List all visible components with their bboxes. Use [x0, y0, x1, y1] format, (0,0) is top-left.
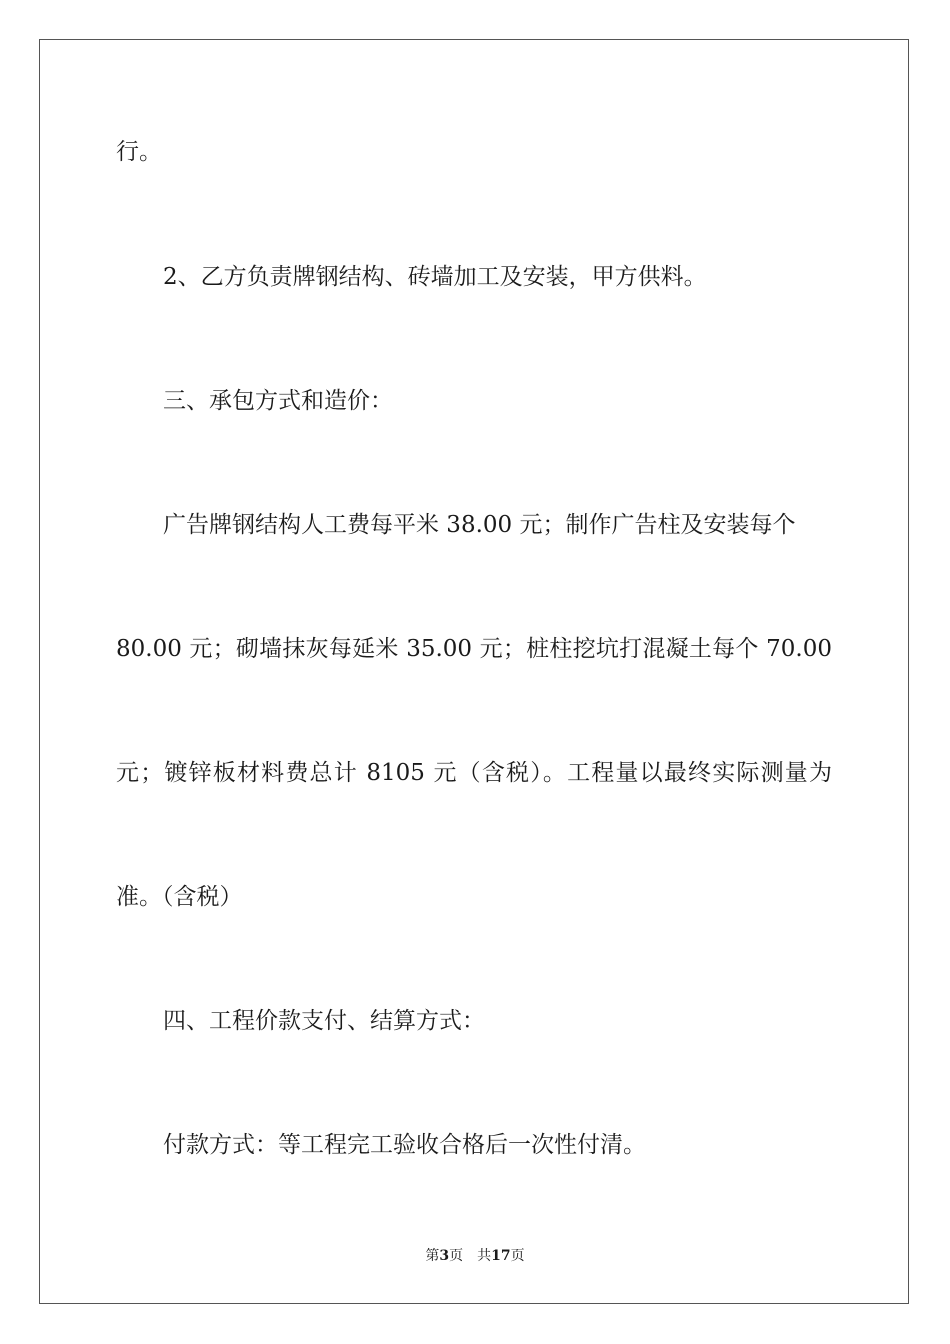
- paragraph-line-6: 元；镀锌板材料费总计 8105 元（含税）。工程量以最终实际测量为: [116, 760, 832, 786]
- paragraph-line-1: 行。: [116, 139, 162, 165]
- page-border: [39, 39, 909, 1304]
- page-suffix: 页: [449, 1248, 464, 1264]
- section-heading-4: 四、工程价款支付、结算方式：: [163, 1008, 485, 1034]
- total-suffix: 页: [510, 1248, 525, 1264]
- page-prefix: 第: [425, 1248, 440, 1264]
- page-current: 3: [439, 1248, 450, 1264]
- paragraph-line-5: 80.00 元；砌墙抹灰每延米 35.00 元；桩柱挖坑打混凝土每个 70.00: [116, 636, 832, 662]
- paragraph-line-7: 准。（含税）: [116, 884, 243, 910]
- paragraph-line-4: 广告牌钢结构人工费每平米 38.00 元；制作广告柱及安装每个: [163, 512, 796, 538]
- paragraph-line-2: 2、乙方负责牌钢结构、砖墙加工及安装，甲方供料。: [163, 264, 707, 290]
- paragraph-line-9: 付款方式：等工程完工验收合格后一次性付清。: [163, 1132, 646, 1158]
- page-footer: [0, 1246, 950, 1266]
- page-total: 17: [491, 1248, 511, 1264]
- section-heading-3: 三、承包方式和造价：: [163, 388, 393, 414]
- total-prefix: 共: [477, 1248, 492, 1264]
